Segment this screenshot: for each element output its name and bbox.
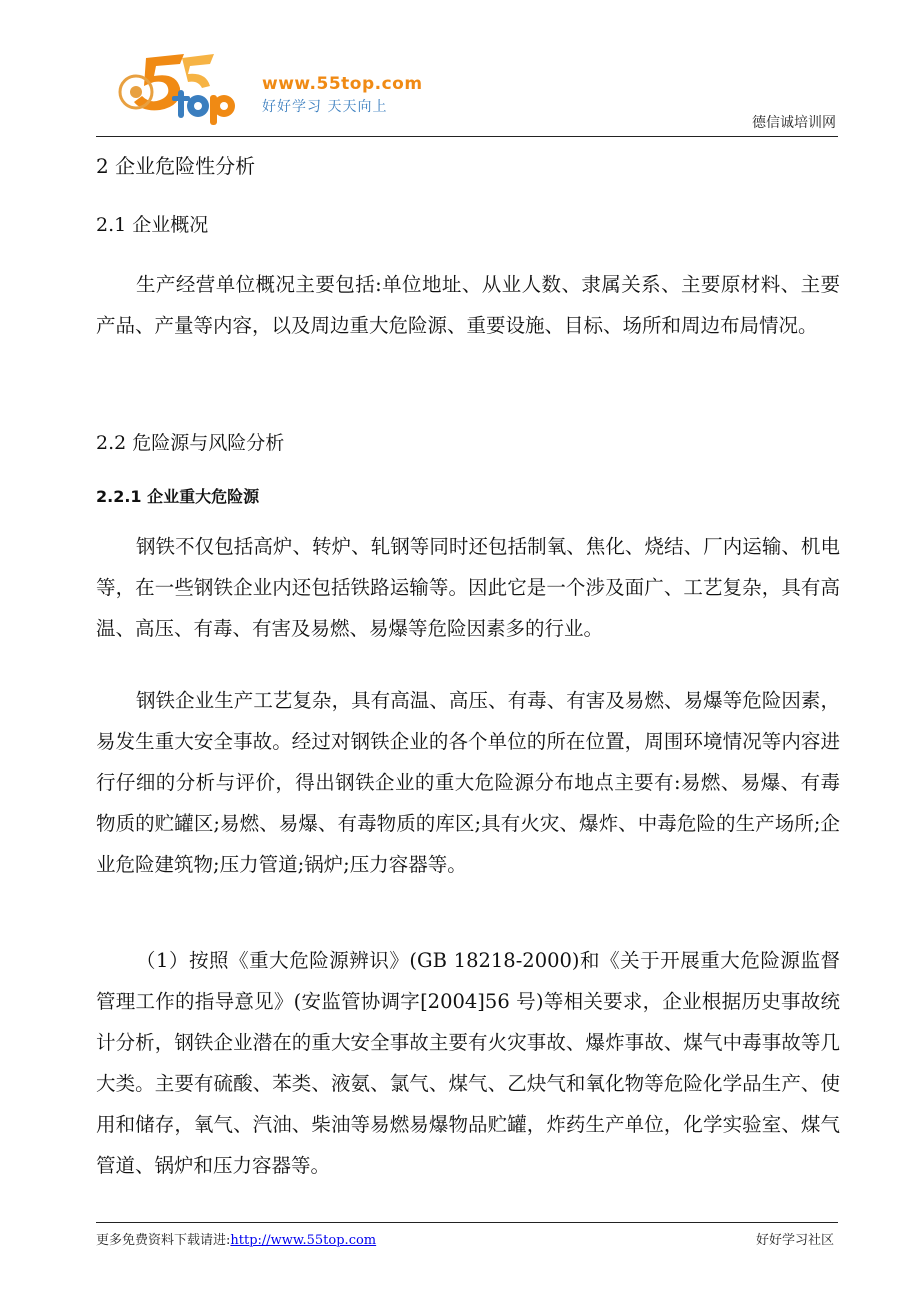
footer-community-name: 好好学习社区 [755, 1233, 834, 1248]
heading-section-2-2-1: 2.2.1 企业重大危险源 [96, 487, 260, 506]
paragraph-steel-industry: 钢铁不仅包括高炉、转炉、轧钢等同时还包括制氧、焦化、烧结、厂内运输、机电等，在一些钢铁企业内还包括铁路运输等。因此它是一个涉及面广、工艺复杂，具有高温、高压、有毒、有害及易燃、易爆等危险因素多的行业。 [96, 535, 840, 640]
page-header [96, 48, 838, 137]
site-logo[interactable] [106, 48, 426, 128]
logo-slogan: 好好学习 天天向上 [262, 99, 388, 115]
footer-download-label: 更多免费资料下载请进: [96, 1233, 231, 1248]
footer-site-link[interactable]: http://www.55top.com [230, 1233, 377, 1248]
paragraph-hazard-sources: 钢铁企业生产工艺复杂，具有高温、高压、有毒、有害及易燃、易爆等危险因素，易发生重大安全事故。经过对钢铁企业的各个单位的所在位置，周围环境情况等内容进行仔细的分析与评价，得出钢铁企业的重大危险源分布地点主要有:易燃、易爆、有毒物质的贮罐区;易燃、易爆、有毒物质的库区;具有火灾、爆炸、中毒危险的生产场所;企业危险建筑物;压力管道;锅炉;压力容器等。 [96, 689, 840, 876]
logo-url-text: www.55top.com [262, 74, 423, 94]
page-footer [96, 1222, 838, 1249]
heading-section-2-1: 2.1 企业概况 [96, 214, 209, 236]
heading-section-2-2: 2.2 危险源与风险分析 [96, 432, 285, 454]
site-name: 德信诚培训网 [752, 115, 836, 131]
paragraph-major-accidents: （1）按照《重大危险源辨识》(GB 18218-2000)和《关于开展重大危险源监督管理工作的指导意见》(安监管协调字[2004]56 号)等相关要求，企业根据历史事故统计分析，钢铁企业潜在的重大安全事故主要有火灾事故、爆炸事故、煤气中毒事故等几大类。主要有硫酸、苯类、液氨、氯气、煤气、乙炔气和氧化物等危险化学品生产、使用和储存，氧气、汽油、柴油等易燃易爆物品贮罐，炸药生产单位，化学实验室、煤气管道、锅炉和压力容器等。 [96, 949, 840, 1177]
logo-55top-icon [106, 48, 266, 130]
heading-section-2: 2 企业危险性分析 [96, 154, 256, 178]
paragraph-company-overview: 生产经营单位概况主要包括:单位地址、从业人数、隶属关系、主要原材料、主要产品、产量等内容，以及周边重大危险源、重要设施、目标、场所和周边布局情况。 [96, 273, 840, 337]
footer-download-note [96, 1229, 376, 1248]
